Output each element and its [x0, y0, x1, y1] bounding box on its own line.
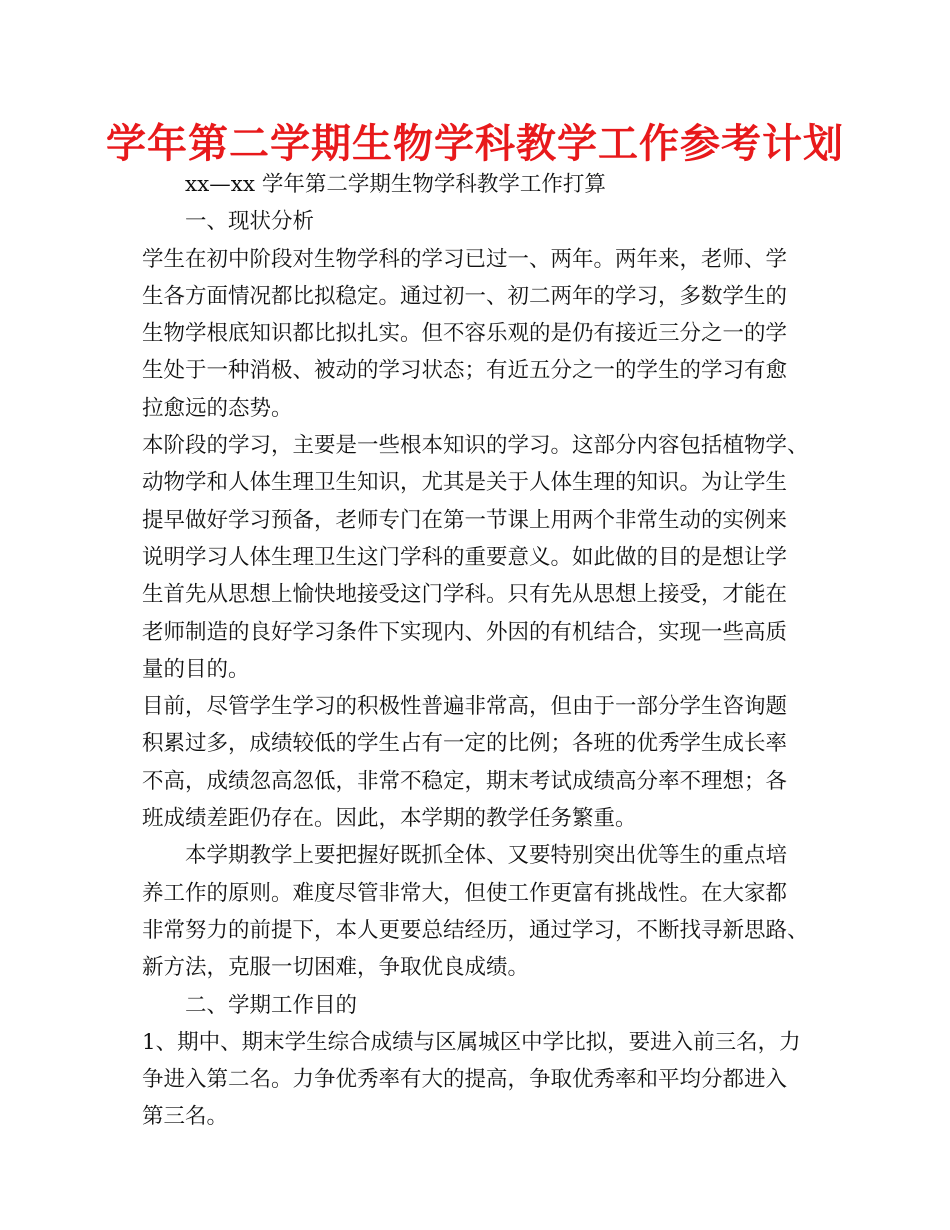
text-line: 新方法，克服一切困难，争取优良成绩。	[142, 955, 530, 981]
text-line: 生物学根底知识都比拟扎实。但不容乐观的是仍有接近三分之一的学	[142, 321, 788, 347]
text-line: 不高，成绩忽高忽低，非常不稳定，期末考试成绩高分率不理想；各	[142, 768, 788, 794]
text-line: 量的目的。	[142, 656, 250, 682]
text-line: 生处于一种消极、被动的学习状态；有近五分之一的学生的学习有愈	[142, 358, 788, 384]
text-line: 第三名。	[142, 1104, 229, 1130]
text-line: 说明学习人体生理卫生这门学科的重要意义。如此做的目的是想让学	[142, 544, 788, 570]
document-body	[142, 166, 822, 1136]
text-line: 动物学和人体生理卫生知识，尤其是关于人体生理的知识。为让学生	[142, 470, 788, 496]
text-line: 老师制造的良好学习条件下实现内、外因的有机结合，实现一些高质	[142, 619, 788, 645]
text-line: 目前，尽管学生学习的积极性普遍非常高，但由于一部分学生咨询题	[142, 694, 788, 720]
text-line: 本阶段的学习，主要是一些根本知识的学习。这部分内容包括植物学、	[142, 433, 809, 459]
text-line: 提早做好学习预备，老师专门在第一节课上用两个非常生动的实例来	[142, 507, 788, 533]
text-line: 1、期中、期末学生综合成绩与区属城区中学比拟，要进入前三名，力	[142, 1029, 801, 1055]
text-line: 学生在初中阶段对生物学科的学习已过一、两年。两年来，老师、学	[142, 246, 788, 272]
text-line: 非常努力的前提下，本人更要总结经历，通过学习，不断找寻新思路、	[142, 917, 809, 943]
text-line: xx—xx 学年第二学期生物学科教学工作打算	[185, 172, 606, 197]
text-line: 争进入第二名。力争优秀率有大的提高，争取优秀率和平均分都进入	[142, 1067, 788, 1093]
text-line: 生各方面情况都比拟稳定。通过初一、初二两年的学习，多数学生的	[142, 283, 788, 309]
text-line: 班成绩差距仍存在。因此，本学期的教学任务繁重。	[142, 806, 637, 832]
text-line: 养工作的原则。难度尽管非常大，但使工作更富有挑战性。在大家都	[142, 880, 788, 906]
text-line: 拉愈远的态势。	[142, 395, 293, 421]
text-line: 生首先从思想上愉快地接受这门学科。只有先从思想上接受，才能在	[142, 582, 788, 608]
text-line: 二、学期工作目的	[185, 992, 358, 1018]
text-line: 积累过多，成绩较低的学生占有一定的比例；各班的优秀学生成长率	[142, 731, 788, 757]
text-line: 一、现状分析	[185, 209, 315, 235]
text-line: 本学期教学上要把握好既抓全体、又要特别突出优等生的重点培	[185, 843, 788, 869]
document-title: 学年第二学期生物学科教学工作参考计划	[106, 121, 844, 167]
